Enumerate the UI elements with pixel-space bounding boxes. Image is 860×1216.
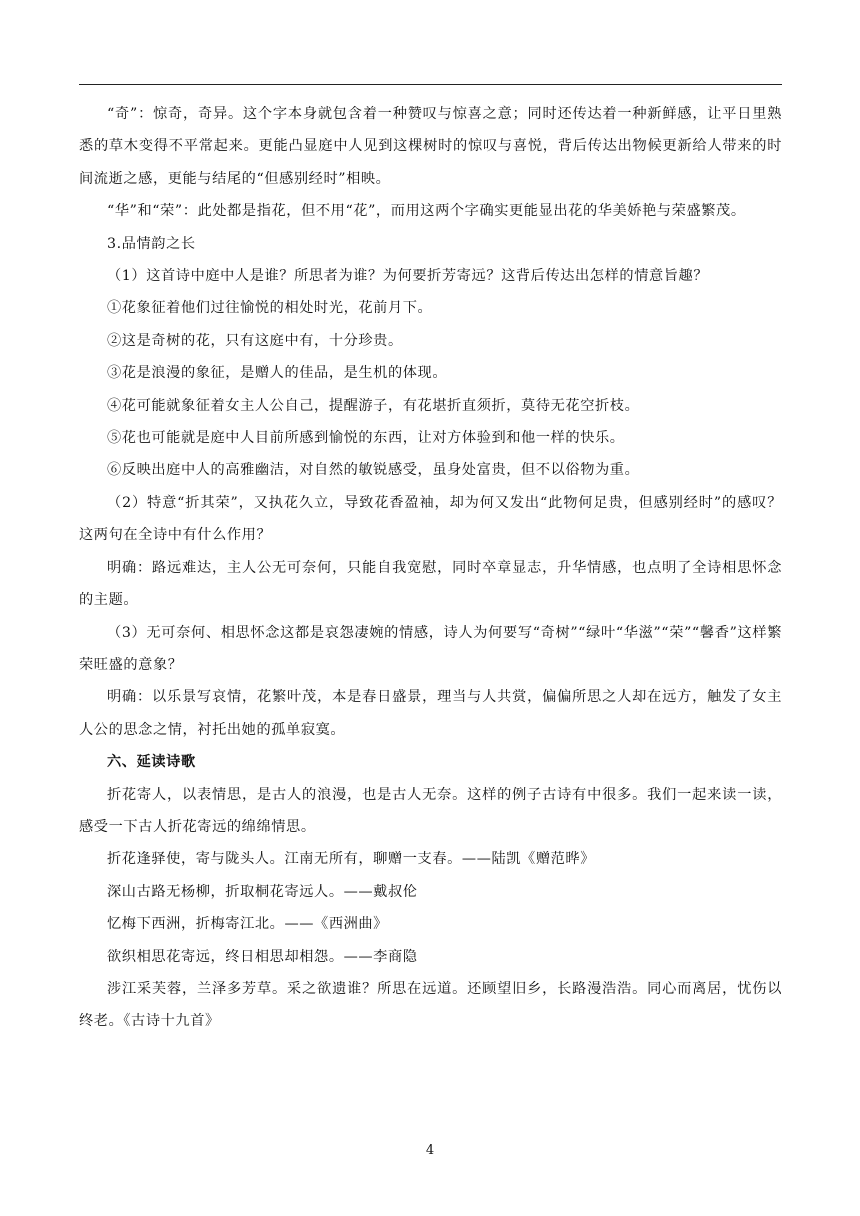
question-1: （1）这首诗中庭中人是谁？所思者为谁？为何要折芳寄远？这背后传达出怎样的情意旨趣？ xyxy=(107,268,709,285)
poem-line-5: 涉江采芙蓉，兰泽多芳草。采之欲遗谁？所思在远道。还顾望旧乡，长路漫浩浩。同心而离居，忧伤以终老。《古诗十九首》 xyxy=(79,980,782,1030)
answer-item-1: ①花象征着他们过往愉悦的相处时光，花前月下。 xyxy=(107,300,433,317)
answer-2: 明确：路远难达，主人公无可奈何，只能自我宽慰，同时卒章显志，升华情感，也点明了全诗相思怀念的主题。 xyxy=(79,559,782,609)
page-number: 4 xyxy=(425,1143,435,1158)
question-2: （2）特意“折其荣”，又执花久立，导致花香盈袖，却为何又发出“此物何足贵，但感别经时”的感叹？这两句在全诗中有什么作用？ xyxy=(79,494,782,544)
poem-line-2: 深山古路无杨柳，折取桐花寄远人。——戴叔伦 xyxy=(107,883,418,900)
subheading-qingyun: 3.品情韵之长 xyxy=(107,235,196,252)
question-3: （3）无可奈何、相思怀念这都是哀怨凄婉的情感，诗人为何要写“奇树”“绿叶“华滋”“荣”“馨香”这样繁荣旺盛的意象？ xyxy=(79,624,782,673)
answer-item-3: ③花是浪漫的象征，是赠人的佳品，是生机的体现。 xyxy=(107,365,448,382)
answer-item-4: ④花可能就象征着女主人公自己，提醒游子，有花堪折直须折，莫待无花空折枝。 xyxy=(107,397,640,414)
answer-3: 明确：以乐景写哀情，花繁叶茂，本是春日盛景，理当与人共赏，偏偏所思之人却在远方，触发了女主人公的思念之情，衬托出她的孤单寂寞。 xyxy=(79,689,782,738)
poem-line-3: 忆梅下西洲，折梅寄江北。——《西洲曲》 xyxy=(107,916,388,933)
answer-item-2: ②这是奇树的花，只有这庭中有，十分珍贵。 xyxy=(107,332,403,349)
answer-item-6: ⑥反映出庭中人的高雅幽洁，对自然的敏锐感受，虽身处富贵，但不以俗物为重。 xyxy=(107,462,640,479)
page-body xyxy=(79,98,782,1038)
poem-line-4: 欲织相思花寄远，终日相思却相怨。——李商隐 xyxy=(107,948,418,965)
section-heading-extended-reading: 六、延读诗歌 xyxy=(107,754,196,771)
answer-item-5: ⑤花也可能就是庭中人目前所感到愉悦的东西，让对方体验到和他一样的快乐。 xyxy=(107,430,625,447)
paragraph-qi: “奇”：惊奇，奇异。这个字本身就包含着一种赞叹与惊喜之意；同时还传达着一种新鲜感，让平日里熟悉的草木变得不平常起来。更能凸显庭中人见到这棵树时的惊叹与喜悦，背后传达出物候更新给人带来的时间流逝之感，更能与结尾的“但感别经时”相映。 xyxy=(79,106,782,187)
header-rule xyxy=(79,84,782,85)
extended-reading-intro: 折花寄人，以表情思，是古人的浪漫，也是古人无奈。这样的例子古诗有中很多。我们一起来读一读，感受一下古人折花寄远的绵绵情思。 xyxy=(79,786,782,835)
poem-line-1: 折花逢驿使，寄与陇头人。江南无所有，聊赠一支春。——陆凯《赠范晔》 xyxy=(107,851,595,868)
paragraph-hua-rong: “华”和“荣”：此处都是指花，但不用“花”，而用这两个字确实更能显出花的华美娇艳与荣盛繁茂。 xyxy=(107,203,746,220)
